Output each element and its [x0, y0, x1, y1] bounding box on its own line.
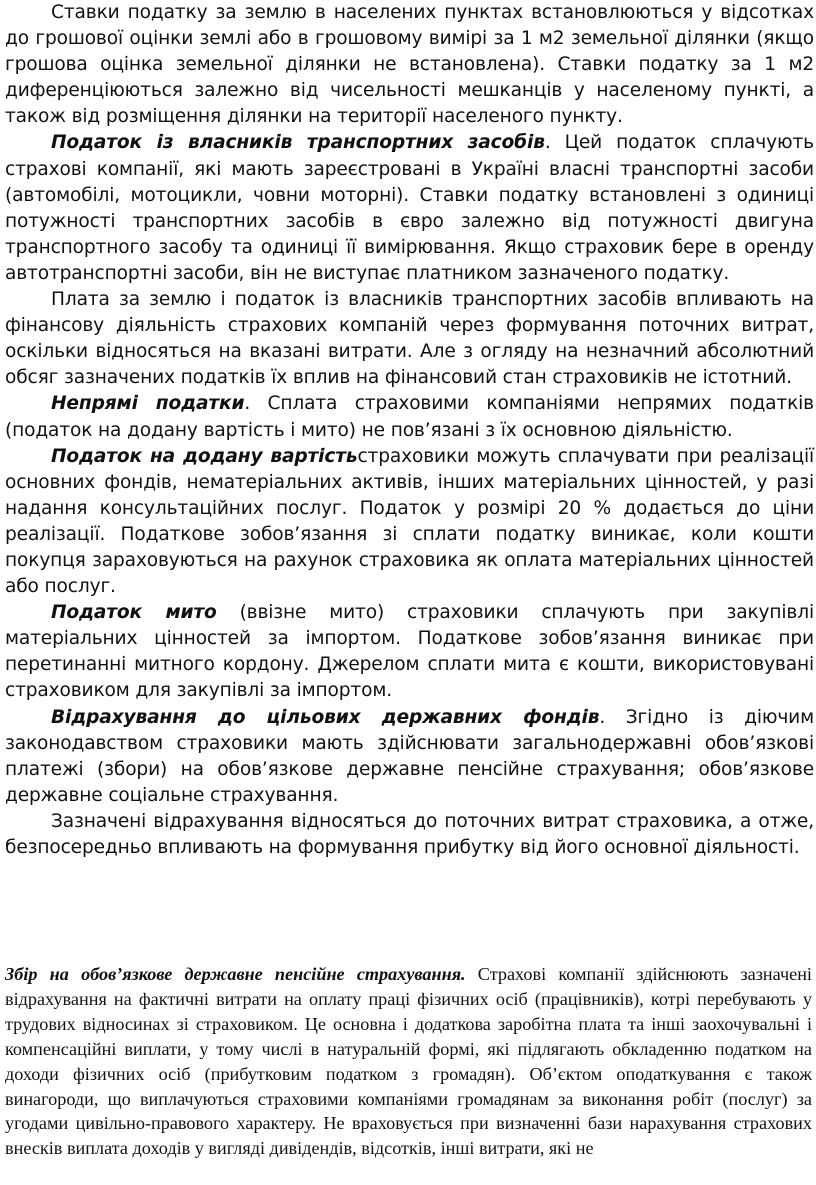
paragraph-lead: Податок із власників транспортних засобів — [51, 132, 545, 154]
paragraph-pension-fee — [5, 962, 812, 1161]
paragraph-text: Зазначені відрахування відносяться до поточних витрат страховика, а отже, безпосередньо впливають на формування прибутку від його основної діяльності. — [5, 810, 814, 858]
paragraph-land-vehicle-impact — [5, 287, 814, 391]
paragraph-lead: Податок на додану вартість — [51, 445, 358, 467]
paragraph-vat — [5, 444, 814, 601]
paragraph-state-funds — [5, 705, 814, 809]
paragraph-text: (ввізне мито) страховики сплачують при закупівлі матеріальних цінностей за імпортом. Податкове зобов’язання виникає при перетинанні митного кордону. Джерелом сплати мита є кошти, використовувані страховиком для закупівлі за імпортом. — [5, 602, 814, 702]
paragraph-customs-duty — [5, 600, 814, 704]
paragraph-indirect-taxes — [5, 391, 814, 443]
main-text-block — [5, 0, 814, 861]
paragraph-deductions-expenses — [5, 809, 814, 861]
pension-fee-section — [5, 962, 812, 1161]
paragraph-vehicle-tax — [5, 130, 814, 287]
paragraph-text: страховики можуть сплачувати при реалізації основних фондів, нематеріальних активів, інших матеріальних цінностей, у разі надання консультаційних послуг. Податок у розмірі 20 % додається до ціни реалізації. Податкове зобов’язання зі сплати податку виникає, коли кошти покупця зараховуються на рахунок страховика як оплата матеріальних цінностей або послуг. — [5, 445, 814, 598]
paragraph-land-tax — [5, 0, 814, 130]
paragraph-lead: Податок мито — [51, 602, 217, 624]
paragraph-text: . Сплата страховими компаніями непрямих податків (податок на додану вартість і мито) не пов’язані з їх основною діяльністю. — [5, 393, 814, 441]
paragraph-text: . Цей податок сплачують страхові компанії, які мають зареєстровані в Україні власні транспортні засоби (автомобілі, мотоцикли, човни моторні). Ставки податку встановлені з одиниці потужності транспортних засобів в євро залежно від потужності двигуна транспортного засобу та одиниці її вимірювання. Якщо страховик бере в оренду автотранспортні засоби, він не виступає платником зазначеного податку. — [5, 132, 814, 284]
paragraph-lead: Непрямі податки — [51, 393, 245, 415]
paragraph-text: . Згідно із діючим законодавством страховики мають здійснювати загальнодержавні обов’язкові платежі (збори) на обов’язкове державне пенсійне страхування; обов’язкове державне соціальне страхування. — [5, 706, 814, 806]
paragraph-lead: Збір на обов’язкове державне пенсійне страхування. — [5, 964, 466, 984]
paragraph-lead: Відрахування до цільових державних фондів — [51, 706, 600, 728]
paragraph-text: Ставки податку за землю в населених пунктах встановлюються у відсотках до грошової оцінки землі або в грошовому вимірі за 1 м2 земельної ділянки (якщо грошова оцінка земельної ділянки не встановлена). Ставки податку за 1 м2 диференціюються залежно від чисельності мешканців у населеному пункті, а також від розміщення ділянки на території населеного пункту. — [5, 2, 814, 128]
paragraph-text: Плата за землю і податок із власників транспортних засобів впливають на фінансову діяльність страхових компаній через формування поточних витрат, оскільки відносяться на вказані витрати. Але з огляду на незначний абсолютний обсяг зазначених податків їх вплив на фінансовий стан страховиків не істотний. — [5, 289, 814, 389]
paragraph-text: Страхові компанії здійснюють зазначені відрахування на фактичні витрати на оплату праці фізичних осіб (працівників), котрі перебувають у трудових відносинах зі страховиком. Це основна і додаткова заробітна плата та інші заохочувальні і компенсаційні виплати, у тому числі в натуральній формі, які підлягають обкладенню податком на доходи фізичних осіб (прибутковим податком з громадян). Об’єктом оподаткування є також винагороди, що виплачуються страховими компаніями громадянам за виконання робіт (послуг) за угодами цивільно-правового характеру. Не враховується при визначенні бази нарахування страхових внесків виплата доходів у вигляді дивідендів, відсотків, інші витрати, які не — [5, 964, 812, 1159]
